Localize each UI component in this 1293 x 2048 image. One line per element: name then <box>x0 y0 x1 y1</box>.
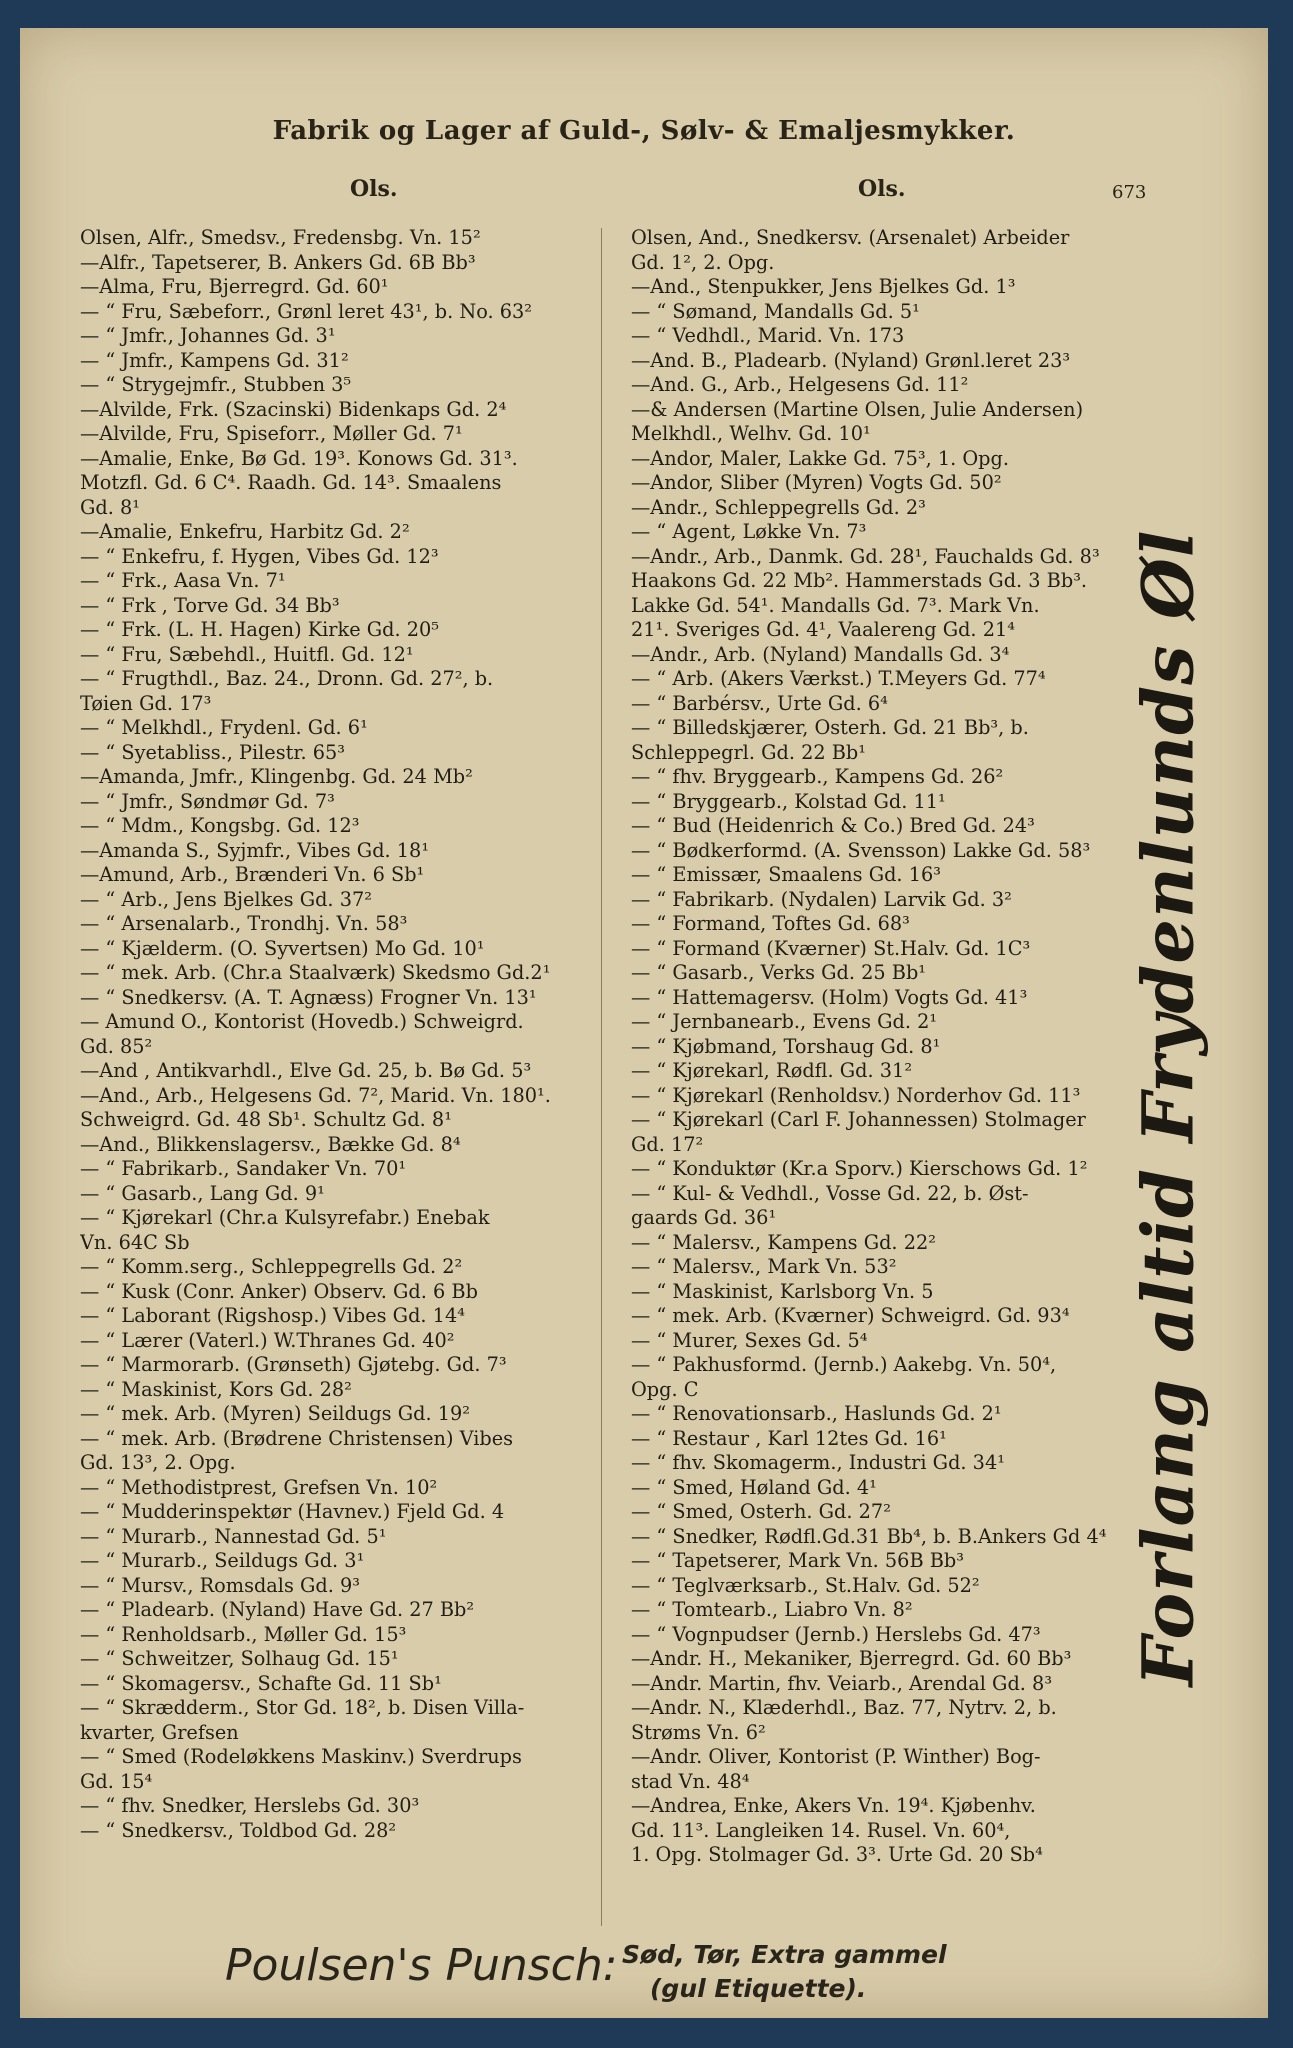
directory-entry-line: — “ Renovationsarb., Haslunds Gd. 2¹ <box>631 1402 1002 1425</box>
directory-entry-line: Gd. 11³. Langleiken 14. Rusel. Vn. 60⁴, <box>631 1818 1011 1842</box>
directory-entry-line: — “ mek. Arb. (Brødrene Christensen) Vibes <box>80 1426 514 1450</box>
directory-entry-line: — “ Kjørekarl (Carl F. Johannessen) Stolmager <box>631 1108 1086 1131</box>
directory-entry-line: — “ Kjørekarl, Rødfl. Gd. 31² <box>631 1059 913 1082</box>
directory-entry-line: — “ Lærer (Vaterl.) W.Thranes Gd. 40² <box>80 1328 455 1352</box>
directory-entry-line: — “ Enkefru, f. Hygen, Vibes Gd. 12³ <box>80 544 439 568</box>
directory-entry-line: —Andr., Arb. (Nyland) Mandalls Gd. 3⁴ <box>631 642 1010 666</box>
directory-entry-line: —Andr. Oliver, Kontorist (P. Winther) Bog- <box>631 1745 1041 1768</box>
directory-entry-line: —And., Blikkenslagersv., Bække Gd. 8⁴ <box>80 1132 461 1156</box>
directory-entry-line: — “ Gasarb., Lang Gd. 9¹ <box>80 1181 325 1205</box>
right-running-head: Ols. <box>858 176 906 202</box>
directory-entry-line: —Andr., Arb., Danmk. Gd. 28¹, Fauchalds Gd. 8³ <box>631 544 1100 568</box>
directory-entry-line: — “ Smed (Rodeløkkens Maskinv.) Sverdrups <box>80 1745 522 1768</box>
directory-entry-line: — “ Komm.serg., Schleppegrells Gd. 2² <box>80 1255 463 1278</box>
directory-entry-line: — “ mek. Arb. (Myren) Seildugs Gd. 19² <box>80 1402 470 1425</box>
directory-entry-line: Olsen, And., Snedkersv. (Arsenalet) Arbeider <box>631 226 1070 249</box>
directory-entry-line: — “ Tomtearb., Liabro Vn. 8² <box>631 1598 913 1621</box>
footer-ad-line1: Sød, Tør, Extra gammel <box>622 1940 947 1969</box>
directory-entry-line: — “ Vedhdl., Marid. Vn. 173 <box>631 324 905 347</box>
directory-entry-line: —Amanda, Jmfr., Klingenbg. Gd. 24 Mb² <box>80 765 473 788</box>
directory-entry-line: — “ Smed, Osterh. Gd. 27² <box>631 1500 891 1523</box>
directory-entry-line: — “ Maskinist, Kors Gd. 28² <box>80 1377 352 1401</box>
directory-entry-line: — “ Kjøbmand, Torshaug Gd. 8¹ <box>631 1034 941 1058</box>
directory-entry-line: — “ Frk., Aasa Vn. 7¹ <box>80 569 286 592</box>
directory-entry-line: — “ mek. Arb. (Chr.a Staalværk) Skedsmo Gd.2¹ <box>80 961 551 984</box>
directory-entry-line: —& Andersen (Martine Olsen, Julie Andersen) <box>631 397 1084 421</box>
directory-entry-line: Strøms Vn. 6² <box>631 1720 766 1744</box>
directory-entry-line: — “ Arb. (Akers Værkst.) T.Meyers Gd. 77⁴ <box>631 667 1046 690</box>
directory-entry-line: — “ Gasarb., Verks Gd. 25 Bb¹ <box>631 961 927 984</box>
directory-entry-line: —Alma, Fru, Bjerregrd. Gd. 60¹ <box>80 275 389 298</box>
footer-ad-brand: Poulsen's Punsch: <box>225 1940 618 1991</box>
directory-entry-line: — “ Mursv., Romsdals Gd. 9³ <box>80 1573 360 1597</box>
directory-entry-line: — “ Fru, Sæbeforr., Grønl leret 43¹, b. No. 63² <box>80 299 533 323</box>
left-running-head: Ols. <box>350 176 398 202</box>
directory-entry-line: —Amanda S., Syjmfr., Vibes Gd. 18¹ <box>80 838 430 862</box>
directory-entry-line: — “ Teglværksarb., St.Halv. Gd. 52² <box>631 1573 980 1597</box>
directory-entry-line: — “ Melkhdl., Frydenl. Gd. 6¹ <box>80 716 368 739</box>
directory-entry-line: 1. Opg. Stolmager Gd. 3³. Urte Gd. 20 Sb⁴ <box>631 1843 1043 1866</box>
directory-entry-line: — “ Methodistprest, Grefsen Vn. 10² <box>80 1475 438 1499</box>
directory-entry-line: stad Vn. 48⁴ <box>631 1769 750 1793</box>
directory-entry-line: — “ Maskinist, Karlsborg Vn. 5 <box>631 1279 934 1303</box>
directory-entry-line: — “ Emissær, Smaalens Gd. 16³ <box>631 863 941 886</box>
directory-entry-line: —Alvilde, Fru, Spiseforr., Møller Gd. 7¹ <box>80 422 463 445</box>
directory-entry-line: — “ Kjørekarl (Chr.a Kulsyrefabr.) Enebak <box>80 1206 490 1229</box>
directory-entry-line: — “ Mudderinspektør (Havnev.) Fjeld Gd. 4 <box>80 1500 505 1523</box>
directory-entry-line: 21¹. Sveriges Gd. 4¹, Vaalereng Gd. 21⁴ <box>631 618 1015 641</box>
directory-entry-line: — “ Arb., Jens Bjelkes Gd. 37² <box>80 887 372 911</box>
directory-entry-line: — “ Jmfr., Johannes Gd. 3¹ <box>80 324 336 347</box>
directory-entry-line: — “ Snedkersv. (A. T. Agnæss) Frogner Vn. 13¹ <box>80 985 537 1009</box>
directory-entry-line: Schleppegrl. Gd. 22 Bb¹ <box>631 740 866 764</box>
page-header-title: Fabrik og Lager af Guld-, Sølv- & Emaljesmykker. <box>272 116 1016 146</box>
directory-entry-line: Gd. 13³, 2. Opg. <box>80 1451 236 1474</box>
directory-entry-line: — “ Kul- & Vedhdl., Vosse Gd. 22, b. Øst- <box>631 1181 1029 1205</box>
directory-entry-line: gaards Gd. 36¹ <box>631 1206 777 1229</box>
directory-entry-line: — “ Snedker, Rødfl.Gd.31 Bb⁴, b. B.Ankers Gd 4⁴ <box>631 1524 1107 1548</box>
directory-entry-line: — “ mek. Arb. (Kværner) Schweigrd. Gd. 93⁴ <box>631 1304 1070 1327</box>
directory-entry-line: — “ Jmfr., Kampens Gd. 31² <box>80 348 349 372</box>
directory-entry-line: Tøien Gd. 17³ <box>80 691 212 715</box>
directory-entry-line: — “ fhv. Snedker, Herslebs Gd. 30³ <box>80 1794 420 1817</box>
directory-entry-line: — “ Laborant (Rigshosp.) Vibes Gd. 14⁴ <box>80 1304 465 1327</box>
directory-entry-line: — “ Jernbanearb., Evens Gd. 2¹ <box>631 1010 938 1033</box>
directory-entry-line: — “ Murarb., Seildugs Gd. 3¹ <box>80 1549 365 1572</box>
directory-entry-line: — “ Schweitzer, Solhaug Gd. 15¹ <box>80 1647 399 1670</box>
directory-entry-line: — “ Arsenalarb., Trondhj. Vn. 58³ <box>80 912 408 935</box>
directory-entry-line: — “ Kjælderm. (O. Syvertsen) Mo Gd. 10¹ <box>80 936 485 960</box>
column-divider <box>601 228 602 1926</box>
directory-entry-line: — “ Smed, Høland Gd. 4¹ <box>631 1475 877 1499</box>
directory-page <box>20 28 1268 2018</box>
directory-entry-line: —Amalie, Enkefru, Harbitz Gd. 2² <box>80 520 410 543</box>
directory-entry-line: Gd. 15⁴ <box>80 1769 153 1793</box>
directory-entry-line: — “ Mdm., Kongsbg. Gd. 12³ <box>80 814 360 837</box>
directory-entry-line: — “ Restaur , Karl 12tes Gd. 16¹ <box>631 1426 947 1450</box>
directory-entry-line: — “ fhv. Bryggearb., Kampens Gd. 26² <box>631 765 1004 788</box>
directory-entry-line: — “ Sømand, Mandalls Gd. 5¹ <box>631 299 920 323</box>
directory-entry-line: Olsen, Alfr., Smedsv., Fredensbg. Vn. 15² <box>80 226 481 249</box>
directory-entry-line: — “ Fru, Sæbehdl., Huitfl. Gd. 12¹ <box>80 642 414 666</box>
directory-entry-line: —Andrea, Enke, Akers Vn. 19⁴. Kjøbenhv. <box>631 1794 1036 1817</box>
directory-entry-line: kvarter, Grefsen <box>80 1720 239 1744</box>
directory-entry-line: Motzfl. Gd. 6 C⁴. Raadh. Gd. 14³. Smaalens <box>80 471 502 494</box>
directory-entry-line: —Andor, Sliber (Myren) Vogts Gd. 50² <box>631 471 1002 494</box>
directory-entry-line: Melkhdl., Welhv. Gd. 10¹ <box>631 422 871 445</box>
right-column <box>631 226 1191 1868</box>
directory-entry-line: —And , Antikvarhdl., Elve Gd. 25, b. Bø Gd. 5³ <box>80 1059 532 1082</box>
directory-entry-line: — “ Snedkersv., Toldbod Gd. 28² <box>80 1818 397 1842</box>
directory-entry-line: —Alvilde, Frk. (Szacinski) Bidenkaps Gd. 2⁴ <box>80 397 507 421</box>
directory-entry-line: —Andor, Maler, Lakke Gd. 75³, 1. Opg. <box>631 446 1009 470</box>
directory-entry-line: — “ Barbérsv., Urte Gd. 6⁴ <box>631 691 888 715</box>
directory-entry-line: —Alfr., Tapetserer, B. Ankers Gd. 6B Bb³ <box>80 250 476 274</box>
directory-entry-line: — “ Skomagersv., Schafte Gd. 11 Sb¹ <box>80 1671 442 1695</box>
directory-entry-line: —And., Stenpukker, Jens Bjelkes Gd. 1³ <box>631 275 1016 298</box>
directory-entry-line: Gd. 85² <box>80 1034 153 1058</box>
directory-entry-line: — “ Syetabliss., Pilestr. 65³ <box>80 740 345 764</box>
directory-entry-line: — “ Frugthdl., Baz. 24., Dronn. Gd. 27², b. <box>80 667 494 690</box>
left-column <box>80 226 640 1843</box>
directory-entry-line: — “ Frk. (L. H. Hagen) Kirke Gd. 20⁵ <box>80 618 440 641</box>
directory-entry-line: —And. G., Arb., Helgesens Gd. 11² <box>631 373 969 396</box>
directory-entry-line: Gd. 1², 2. Opg. <box>631 250 775 274</box>
directory-entry-line: —Andr. H., Mekaniker, Bjerregrd. Gd. 60 Bb³ <box>631 1647 1072 1670</box>
directory-entry-line: — “ Strygejmfr., Stubben 3⁵ <box>80 373 352 396</box>
directory-entry-line: Opg. C <box>631 1377 699 1401</box>
directory-entry-line: — “ Malersv., Mark Vn. 53² <box>631 1255 897 1278</box>
directory-entry-line: — “ Bryggearb., Kolstad Gd. 11¹ <box>631 789 946 813</box>
directory-entry-line: — “ Kusk (Conr. Anker) Observ. Gd. 6 Bb <box>80 1279 478 1303</box>
directory-entry-line: —Andr., Schleppegrells Gd. 2³ <box>631 495 926 519</box>
directory-entry-line: —Andr. N., Klæderhdl., Baz. 77, Nytrv. 2, b. <box>631 1696 1057 1719</box>
directory-entry-line: — “ Fabrikarb., Sandaker Vn. 70¹ <box>80 1157 407 1180</box>
directory-entry-line: — Amund O., Kontorist (Hovedb.) Schweigrd. <box>80 1010 524 1033</box>
directory-entry-line: — “ Billedskjærer, Osterh. Gd. 21 Bb³, b. <box>631 716 1029 739</box>
directory-entry-line: — “ Renholdsarb., Møller Gd. 15³ <box>80 1622 407 1646</box>
directory-entry-line: — “ Agent, Løkke Vn. 7³ <box>631 520 867 543</box>
side-advertisement: Forlang altid Frydenlunds Øl <box>1126 529 1210 1687</box>
directory-entry-line: — “ Bødkerformd. (A. Svensson) Lakke Gd. 58³ <box>631 838 1091 862</box>
directory-entry-line: Vn. 64C Sb <box>80 1230 190 1254</box>
directory-entry-line: — “ Marmorarb. (Grønseth) Gjøtebg. Gd. 7³ <box>80 1353 507 1376</box>
directory-entry-line: Lakke Gd. 54¹. Mandalls Gd. 7³. Mark Vn. <box>631 593 1040 617</box>
directory-entry-line: — “ fhv. Skomagerm., Industri Gd. 34¹ <box>631 1451 1005 1474</box>
directory-entry-line: — “ Murer, Sexes Gd. 5⁴ <box>631 1328 868 1352</box>
directory-entry-line: — “ Frk , Torve Gd. 34 Bb³ <box>80 593 340 617</box>
footer-ad-line2: (gul Etiquette). <box>650 1974 867 2003</box>
directory-entry-line: — “ Vognpudser (Jernb.) Herslebs Gd. 47³ <box>631 1622 1041 1646</box>
directory-entry-line: — “ Formand, Toftes Gd. 68³ <box>631 912 910 935</box>
directory-entry-line: —And. B., Pladearb. (Nyland) Grønl.leret 23³ <box>631 348 1071 372</box>
directory-entry-line: — “ Skrædderm., Stor Gd. 18², b. Disen Villa- <box>80 1696 525 1719</box>
directory-entry-line: Gd. 17² <box>631 1132 704 1156</box>
directory-entry-line: —And., Arb., Helgesens Gd. 7², Marid. Vn. 180¹. <box>80 1083 551 1107</box>
directory-entry-line: —Amalie, Enke, Bø Gd. 19³. Konows Gd. 31³. <box>80 446 518 470</box>
page-number: 673 <box>1112 182 1147 203</box>
directory-entry-line: Haakons Gd. 22 Mb². Hammerstads Gd. 3 Bb³. <box>631 569 1088 592</box>
directory-entry-line: — “ Konduktør (Kr.a Sporv.) Kierschows Gd. 1² <box>631 1157 1088 1180</box>
directory-entry-line: — “ Kjørekarl (Renholdsv.) Norderhov Gd. 11³ <box>631 1083 1081 1107</box>
directory-entry-line: — “ Malersv., Kampens Gd. 22² <box>631 1230 936 1254</box>
directory-entry-line: — “ Pladearb. (Nyland) Have Gd. 27 Bb² <box>80 1598 475 1621</box>
directory-entry-line: —Andr. Martin, fhv. Veiarb., Arendal Gd. 8³ <box>631 1671 1053 1695</box>
directory-entry-line: — “ Formand (Kværner) St.Halv. Gd. 1C³ <box>631 936 1031 960</box>
directory-entry-line: —Amund, Arb., Brænderi Vn. 6 Sb¹ <box>80 863 425 886</box>
directory-entry-line: — “ Bud (Heidenrich & Co.) Bred Gd. 24³ <box>631 814 1035 837</box>
directory-entry-line: Gd. 8¹ <box>80 495 140 519</box>
directory-entry-line: — “ Jmfr., Søndmør Gd. 7³ <box>80 789 335 813</box>
directory-entry-line: — “ Murarb., Nannestad Gd. 5¹ <box>80 1524 387 1548</box>
directory-entry-line: — “ Hattemagersv. (Holm) Vogts Gd. 41³ <box>631 985 1028 1009</box>
directory-entry-line: — “ Fabrikarb. (Nydalen) Larvik Gd. 3² <box>631 887 1012 911</box>
directory-entry-line: — “ Pakhusformd. (Jernb.) Aakebg. Vn. 50⁴, <box>631 1353 1057 1376</box>
directory-entry-line: — “ Tapetserer, Mark Vn. 56B Bb³ <box>631 1549 964 1572</box>
directory-entry-line: Schweigrd. Gd. 48 Sb¹. Schultz Gd. 8¹ <box>80 1108 452 1131</box>
